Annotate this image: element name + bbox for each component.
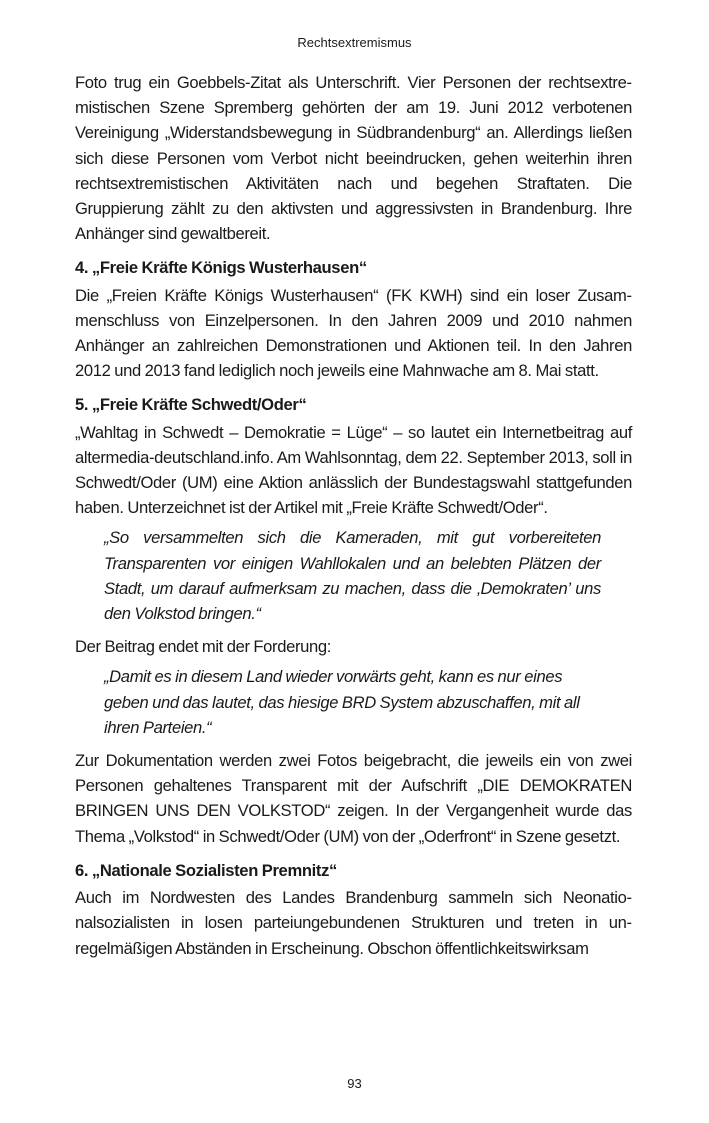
paragraph-intro: Foto trug ein Goebbels-Zitat als Unterschrift. Vier Personen der rechtsextremistischen Szene Spremberg gehörten der am 19. Juni 2012 verbotenen Vereinigung „Widerstandsbewegung in Südbrandenburg“ an. Allerdings ließen sich diese Personen vom Verbot nicht beeindrucken, gehen weiterhin ihren rechtsextremistischen Aktivitäten nach und begehen Straftaten. Die Gruppierung zählt zu den aktivsten und aggressivsten in Brandenburg. Ihre Anhänger sind gewaltbereit.: [75, 73, 632, 244]
paragraph-fk-kwh: Die „Freien Kräfte Königs Wusterhausen“ (FK KWH) sind ein loser Zusammenschluss von Einzelpersonen. In den Jahren 2009 und 2010 nahmen Anhänger an zahlreichen Demonstrationen und Aktionen teil. In den Jahren 2012 und 2013 fand lediglich noch jeweils eine Mahnwache am 8. Mai statt.: [75, 285, 632, 381]
page-number: 93: [347, 1076, 362, 1091]
paragraph-schwedt: „Wahltag in Schwedt – Demokratie = Lüge“ – so lautet ein Internetbeitrag auf altermedia-deutschland.info. Am Wahlsonntag, dem 22. September 2013, soll in Schwedt/Oder (UM) eine Aktion anlässlich der Bundestagswahl stattgefunden haben. Unterzeichnet ist der Artikel mit „Freie Kräfte Schwedt/Oder“.: [75, 422, 632, 518]
paragraph-premnitz: Auch im Nordwesten des Landes Brandenburg sammeln sich Neonationalsozialisten in losen parteiungebundenen Strukturen und treten in unregelmäßigen Abständen in Erscheinung. Obschon öffentlichkeitswirksam: [75, 888, 632, 958]
paragraph-documentation: Zur Dokumentation werden zwei Fotos beigebracht, die jeweils ein von zwei Personen gehaltenes Transparent mit der Aufschrift „DIE DEMOKRATEN BRINGEN UNS DEN VOLKSTOD“ zeigen. In der Vergangenheit wurde das Thema „Volkstod“ in Schwedt/Oder (UM) von der „Oderfront“ in Szene gesetzt.: [75, 751, 632, 846]
section-heading-5: 5. „Freie Kräfte Schwedt/Oder“: [75, 395, 307, 415]
paragraph-conclusion-intro: Der Beitrag endet mit der Forderung:: [75, 637, 332, 657]
block-quote-2: „Damit es in diesem Land wieder vorwärts geht, kann es nur eines geben und das lautet, das hiesige BRD System abzuschaffen, mit all ihren Parteien.“: [104, 667, 580, 737]
block-quote-1: „So versammelten sich die Kameraden, mit gut vorbereiteten Transparenten vor einigen Wahllokalen und an belebten Plätzen der Stadt, um darauf aufmerksam zu machen, dass die ‚Demokraten’ uns den Volkstod bringen.“: [104, 528, 601, 624]
running-header: Rechtsextremismus: [297, 35, 412, 50]
section-heading-6: 6. „Nationale Sozialisten Premnitz“: [75, 860, 337, 880]
section-heading-4: 4. „Freie Kräfte Königs Wusterhausen“: [75, 258, 367, 278]
page-body: [75, 70, 632, 961]
